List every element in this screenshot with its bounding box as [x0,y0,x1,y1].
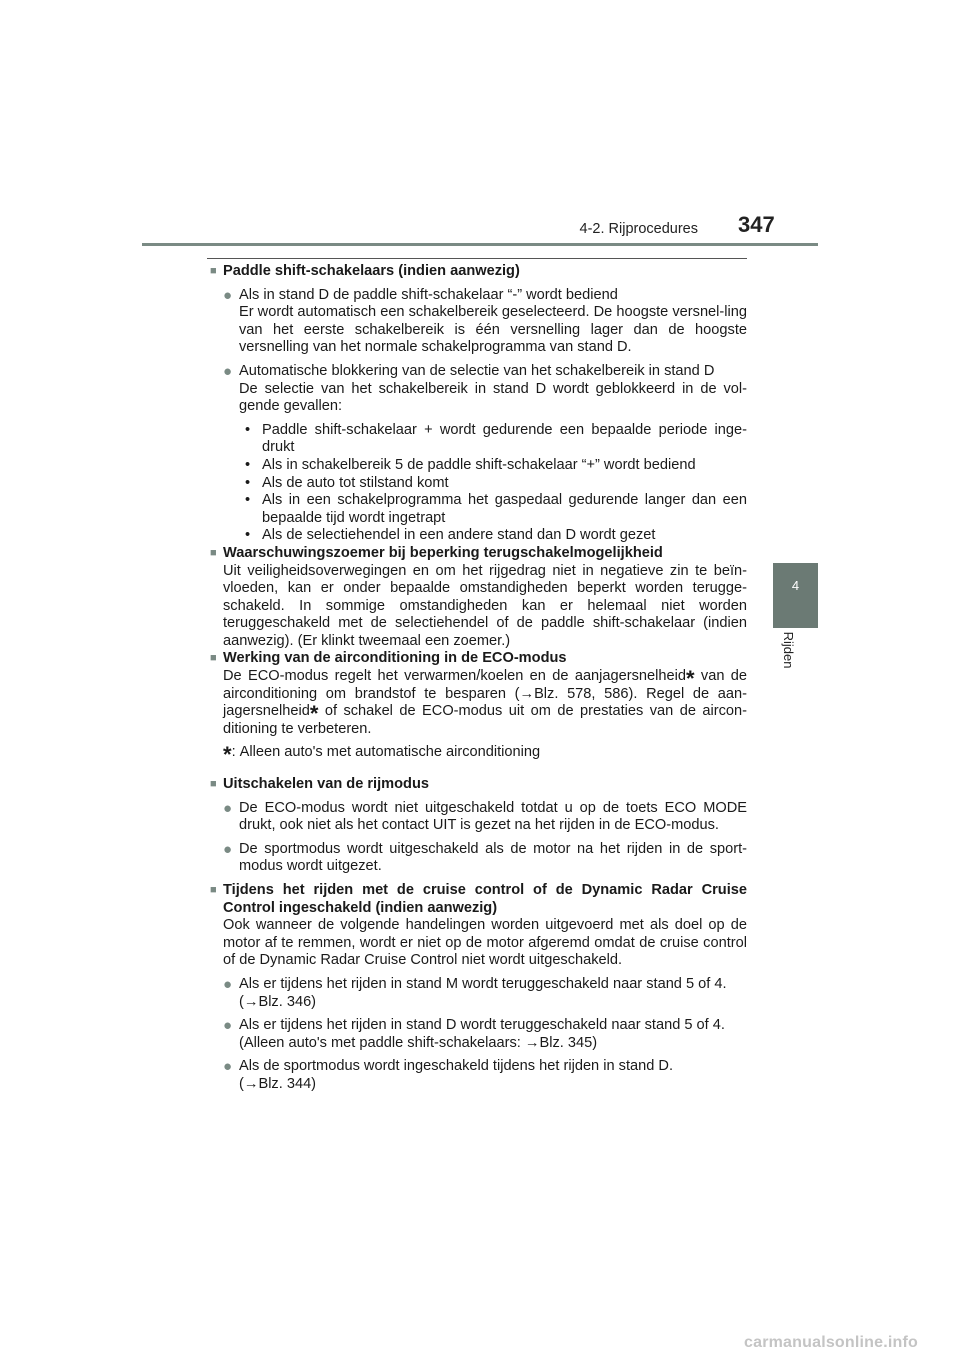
watermark: carmanualsonline.info [744,1334,919,1351]
item-title: Automatische blokkering van de selectie van het schakelbereik in stand D [239,362,715,379]
list-item: ● De sportmodus wordt uitgeschakeld als de motor na het rijden in de sport-modus wordt uitgezet. [210,841,747,876]
footnote-mark: *: [223,742,236,768]
square-bullet-icon: ■ [210,546,217,559]
header-divider [142,243,818,246]
page-number: 347 [738,212,775,237]
section-body: De ECO-modus regelt het verwarmen/koelen en de aanjagersnelheid* van de airconditioning om brandstof te besparen (→Blz. 578, 586). Regel de aan-jagersnelheid* of schakel de ECO-modus uit om de prestaties van de aircon-ditioning te verbeteren. [223,666,748,737]
round-bullet-icon: ● [223,286,233,304]
asterisk-icon: * [309,701,319,727]
list-item: ● Als er tijdens het rijden in stand M wordt teruggeschakeld naar stand 5 of 4. (→Blz. 346) [210,976,747,1011]
sub-list-item: • Als de auto tot stilstand komt [245,474,449,491]
round-bullet-icon: ● [223,1058,233,1076]
section-heading: ■ Uitschakelen van de rijmodus [210,776,430,793]
item-body: De selectie van het schakelbereik in stand D wordt geblokkeerd in de vol-gende gevallen: [239,380,747,415]
list-item: ● Als er tijdens het rijden in stand D wordt teruggeschakeld naar stand 5 of 4. (Alleen auto's met paddle shift-schakelaars: →Blz. 345) [210,1017,747,1052]
chapter-tab [773,563,818,628]
section-heading: ■ Tijdens het rijden met de cruise control of de Dynamic Radar Cruise Control ingeschakeld (indien aanwezig) [210,882,747,916]
chapter-tab-label: Rijden [781,631,796,669]
section-body: Uit veiligheidsoverwegingen en om het rijgedrag niet in negatieve zin te beïn-vloeden, kan er onder bepaalde omstandigheden beperkt worden terugge-schakeld. In sommige omstandigheden kan er helemaal niet worden teruggeschakeld met de selectiehendel of de paddle shift-schakelaar (indien aanwezig). (Er klinkt tweemaal een zoemer.) [223,562,747,649]
section-heading: ■ Waarschuwingszoemer bij beperking terugschakelmogelijkheid [210,544,663,561]
section-heading: ■ Paddle shift-schakelaars (indien aanwezig) [210,263,520,279]
section-heading: ■ Werking van de airconditioning in de ECO-modus [210,650,567,667]
list-item [210,287,747,357]
list-item: ● Als de sportmodus wordt ingeschakeld tijdens het rijden in stand D. (→Blz. 344) [210,1058,747,1093]
sub-list-item: • Als de selectiehendel in een andere stand dan D wordt gezet [245,527,656,544]
list-item [210,363,747,416]
round-bullet-icon: ● [223,362,233,380]
sub-list-item: • Als in schakelbereik 5 de paddle shift-schakelaar “+” wordt bediend [245,456,696,473]
round-bullet-icon: ● [223,840,233,858]
round-bullet-icon: ● [223,1017,233,1035]
chapter-tab-number: 4 [791,578,800,593]
footnote: *: Alleen auto's met automatische airconditioning [223,742,541,768]
square-bullet-icon: ■ [210,652,217,665]
content-divider [207,258,747,259]
item-body: Er wordt automatisch een schakelbereik geselecteerd. De hoogste versnel-ling van het eerste schakelbereik is één versnelling lager dan de hoogste versnelling van het normale schakelprogramma van stand D. [239,304,747,356]
sub-list-item: • Paddle shift-schakelaar + wordt gedurende een bepaalde periode inge-drukt [245,421,747,456]
asterisk-icon: * [686,666,695,692]
item-title: Als in stand D de paddle shift-schakelaar “-” wordt bediend [239,286,618,303]
square-bullet-icon: ■ [210,884,217,896]
section-body: Ook wanneer de volgende handelingen worden uitgevoerd met als doel op de motor af te remmen, wordt er niet op de motor afgeremd omdat de cruise control of de Dynamic Radar Cruise Control niet wordt uitgeschakeld. [223,917,747,969]
sub-list [210,422,747,545]
square-bullet-icon: ■ [210,265,217,277]
page-content [210,263,747,1094]
header-section-title: 4-2. Rijprocedures [579,221,698,237]
square-bullet-icon: ■ [210,778,217,791]
round-bullet-icon: ● [223,975,233,993]
sub-list-item: • Als in een schakelprogramma het gaspedaal gedurende langer dan een bepaalde tijd wordt ingetrapt [245,492,747,526]
list-item: ● De ECO-modus wordt niet uitgeschakeld totdat u op de toets ECO MODE drukt, ook niet als het contact UIT is gezet na het rijden in de ECO-modus. [210,800,747,835]
round-bullet-icon: ● [223,799,233,817]
